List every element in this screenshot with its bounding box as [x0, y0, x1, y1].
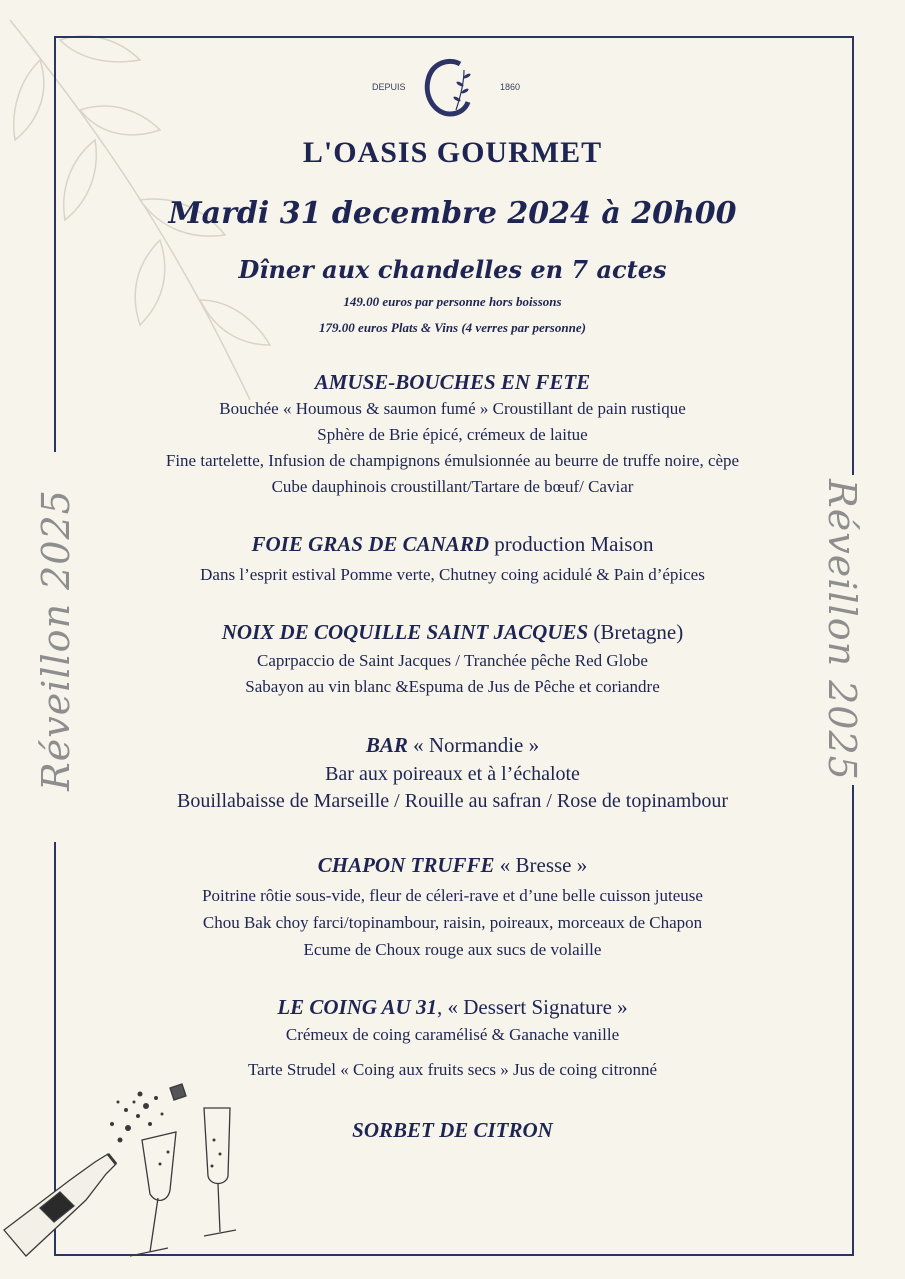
event-date: Mardi 31 decembre 2024 à 20h00 [168, 196, 737, 231]
course-title-foie-gras [0, 532, 905, 557]
course-note: « Bresse » [494, 853, 588, 877]
course-name: LE COING AU 31 [277, 995, 437, 1019]
side-text-right: Réveillon 2025 [820, 479, 864, 781]
course-name: AMUSE-BOUCHES EN FETE [314, 370, 591, 394]
course-note: « Normandie » [407, 733, 540, 757]
course-note: production Maison [489, 532, 654, 556]
course-line: Sphère de Brie épicé, crémeux de laitue [317, 425, 588, 444]
price-line-1: 149.00 euros par personne hors boissons [343, 294, 562, 309]
course-line: Sabayon au vin blanc &Espuma de Jus de Pêche et coriandre [245, 677, 660, 696]
side-text-left: Réveillon 2025 [34, 489, 78, 791]
course-name: FOIE GRAS DE CANARD [251, 532, 489, 556]
course-note: (Bretagne) [588, 620, 684, 644]
course-line: Bouillabaisse de Marseille / Rouille au safran / Rose de topinambour [177, 790, 728, 812]
course-line: Ecume de Choux rouge aux sucs de volaille [303, 940, 602, 959]
course-note: , « Dessert Signature » [436, 995, 628, 1019]
course-name: SORBET DE CITRON [352, 1118, 553, 1142]
course-line: Bar aux poireaux et à l’échalote [325, 763, 580, 785]
course-name: NOIX DE COQUILLE SAINT JACQUES [221, 620, 589, 644]
course-line: Dans l’esprit estival Pomme verte, Chutney coing acidulé & Pain d’épices [200, 565, 705, 584]
course-line: Caprpaccio de Saint Jacques / Tranchée pêche Red Globe [257, 651, 648, 670]
course-name: BAR [365, 733, 408, 757]
logo-o-monogram [420, 56, 480, 118]
price-line-2: 179.00 euros Plats & Vins (4 verres par personne) [319, 320, 586, 335]
course-line: Chou Bak choy farci/topinambour, raisin, poireaux, morceaux de Chapon [202, 913, 703, 932]
course-line: Bouchée « Houmous & saumon fumé » Croustillant de pain rustique [219, 399, 686, 418]
course-line: Cube dauphinois croustillant/Tartare de bœuf/ Caviar [271, 477, 634, 496]
course-title-amuse-bouches [0, 370, 905, 395]
course-title-chapon [0, 853, 905, 878]
restaurant-name: L'OASIS GOURMET [302, 136, 603, 169]
course-title-saint-jacques [0, 620, 905, 645]
course-title-bar [0, 733, 905, 758]
logo-depuis-text: DEPUIS [372, 82, 406, 92]
course-line: Fine tartelette, Infusion de champignons émulsionnée au beurre de truffe noire, cèpe [165, 451, 740, 470]
course-line: Tarte Strudel « Coing aux fruits secs » Jus de coing citronné [247, 1060, 658, 1079]
course-title-dessert [0, 995, 905, 1020]
course-name: CHAPON TRUFFE [317, 853, 495, 877]
logo-year-text: 1860 [500, 82, 521, 92]
course-line: Crémeux de coing caramélisé & Ganache vanille [285, 1025, 620, 1044]
champagne-illustration [0, 1080, 260, 1270]
restaurant-logo [372, 56, 532, 122]
event-subtitle: Dîner aux chandelles en 7 actes [238, 255, 667, 284]
course-line: Poitrine rôtie sous-vide, fleur de céleri-rave et d’une belle cuisson juteuse [202, 886, 703, 905]
